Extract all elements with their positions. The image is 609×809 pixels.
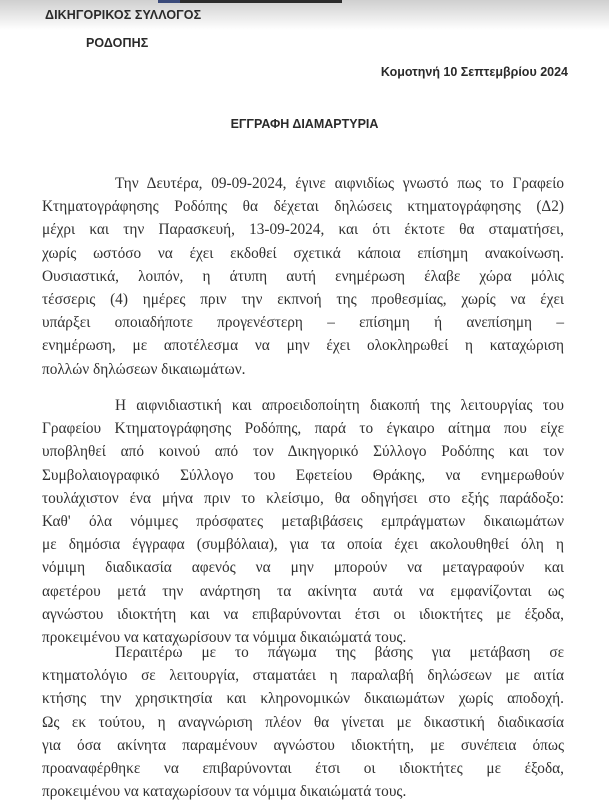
paragraph-line: Περαιτέρω με το πάγωμα της βάσης για μετάβαση σε xyxy=(115,644,564,661)
document-title: ΕΓΓΡΑΦΗ ΔΙΑΜΑΡΤΥΡΙΑ xyxy=(230,117,379,131)
paragraph-3 xyxy=(42,641,564,803)
paragraph-line: Η αιφνιδιαστική και απροειδοποίητη διακοπή της λειτουργίας του xyxy=(115,397,564,414)
paragraph-line: Συμβολαιογραφικό Σύλλογο του Εφετείου Θράκης, να ενημερωθούν xyxy=(42,466,564,484)
paragraph-line: Ουσιαστικά, λοιπόν, η άτυπη αυτή ενημέρωση έλαβε χώρα μόλις xyxy=(42,267,564,285)
paragraph-line: με δημόσια έγγραφα (συμβόλαια), για τα οποία έχει ακολουθηθεί όλη η xyxy=(42,536,564,554)
paragraph-line: υπάρξει οποιαδήποτε προγενέστερη – επίσημη ή ανεπίσημη – xyxy=(42,314,564,332)
paragraph-line: τουλάχιστον ένα μήνα πριν το κλείσιμο, θα οδηγήσει στο εξής παράδοξο: xyxy=(42,489,564,507)
paragraph-line: νόμιμη διαδικασία αφενός να μην μπορούν να μεταγραφούν και xyxy=(42,559,564,577)
paragraph-line: για όσα ακίνητα παραμένουν αγνώστου ιδιοκτήτη, με συνέπεια όπως xyxy=(42,736,564,754)
paragraph-2 xyxy=(42,394,564,649)
organization-name: ΔΙΚΗΓΟΡΙΚΟΣ ΣΥΛΛΟΓΟΣ xyxy=(45,8,202,22)
viewer-toolbar-edge xyxy=(158,0,342,3)
paragraph-line: Κτηματογράφησης Ροδόπης θα δέχεται δηλώσεις κτηματογράφησης (Δ2) xyxy=(42,198,564,216)
paragraph-line: Την Δευτέρα, 09-09-2024, έγινε αιφνιδίως γνωστό πως το Γραφείο xyxy=(115,175,564,192)
paragraph-line: υποβληθεί από κοινού από τον Δικηγορικό Σύλλογο Ροδόπης και τον xyxy=(42,443,564,461)
paragraph-1 xyxy=(42,172,564,381)
paragraph-line: χωρίς ωστόσο να έχει εκδοθεί σχετικά κάποια επίσημη ανακοίνωση. xyxy=(42,244,564,262)
paragraph-line: αφετέρου μετά την ανάρτηση τα ακίνητα αυτά να εμφανίζονται ως xyxy=(42,582,564,600)
toolbar-accent xyxy=(158,0,180,3)
document-date: Κομοτηνή 10 Σεπτεμβρίου 2024 xyxy=(380,65,568,79)
paragraph-line: κτήσης την χρησικτησία και κληρονομικών δικαιωμάτων χωρίς αποδοχή. xyxy=(42,690,564,708)
paragraph-line: ενημέρωση, με αποτέλεσμα να μην έχει ολοκληρωθεί η καταχώριση xyxy=(42,337,564,355)
paragraph-line: μέχρι και την Παρασκευή, 13-09-2024, και ότι έκτοτε θα σταματήσει, xyxy=(42,221,564,239)
paragraph-line: προκειμένου να καταχωρίσουν τα νόμιμα δικαιώματά τους. xyxy=(42,783,407,801)
paragraph-line: Γραφείου Κτηματογράφησης Ροδόπης, παρά το έγκαιρο αίτημα που είχε xyxy=(42,420,564,438)
paragraph-line: προαναφέρθηκε να επιβαρύνονται έτσι οι ιδιοκτήτες με έξοδα, xyxy=(42,760,564,778)
paragraph-line: πολλών δηλώσεων δικαιωμάτων. xyxy=(42,360,246,378)
paragraph-line: Ως εκ τούτου, η αναγνώριση πλέον θα γίνεται με δικαστική διαδικασία xyxy=(42,713,564,731)
organization-region: ΡΟΔΟΠΗΣ xyxy=(86,36,149,50)
paragraph-line: Καθ' όλα νόμιμες πρόσφατες μεταβιβάσεις εμπράγματων δικαιωμάτων xyxy=(42,513,564,531)
paragraph-line: αγνώστου ιδιοκτήτη και να επιβαρύνονται έτσι οι ιδιοκτήτες με έξοδα, xyxy=(42,605,564,623)
paragraph-line: τέσσερις (4) ημέρες πριν την εκπνοή της προθεσμίας, χωρίς να έχει xyxy=(42,291,564,309)
paragraph-line: κτηματολόγιο σε λειτουργία, σταματάει η παραλαβή δηλώσεων με αιτία xyxy=(42,667,564,685)
paragraph-line: προκειμένου να καταχωρίσουν τα νόμιμα δικαιώματά τους. xyxy=(42,629,407,647)
